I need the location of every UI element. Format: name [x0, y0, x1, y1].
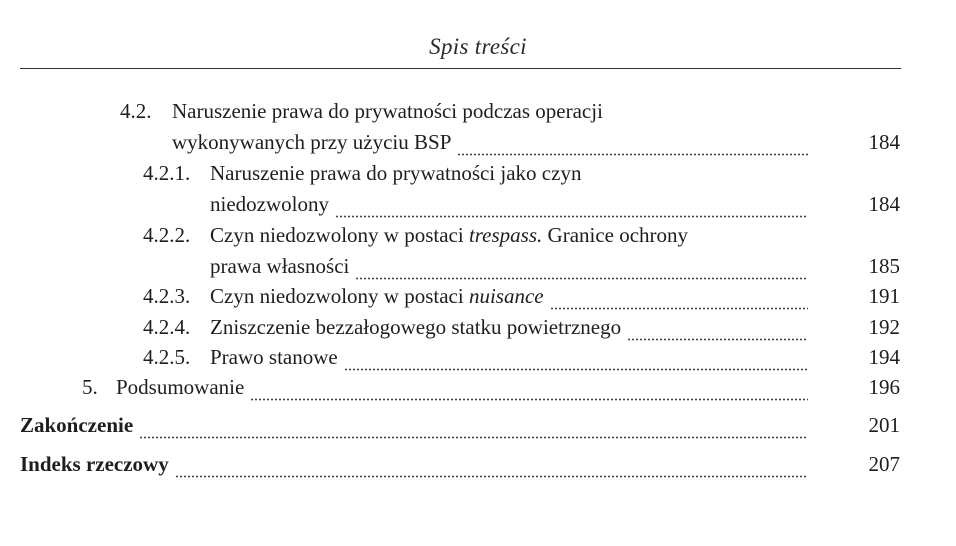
- leader-dots: [627, 322, 808, 341]
- toc-entry-page: 196: [868, 375, 900, 399]
- toc-entry-text: Indeks rzeczowy: [20, 452, 169, 476]
- toc-entry-text: Podsumowanie: [116, 375, 245, 399]
- toc-entry-page: 184: [868, 192, 900, 216]
- toc-entry-text: Naruszenie prawa do prywatności podczas operacji: [172, 99, 603, 123]
- header-rule: [20, 68, 901, 69]
- toc-entry-page: 192: [868, 315, 900, 339]
- leader-dots: [355, 261, 808, 280]
- toc-entry-indeks-rzeczowy: [0, 450, 956, 478]
- toc-entry-text: Naruszenie prawa do prywatności jako czyn: [210, 161, 582, 185]
- toc-entry-number: 4.2.: [120, 99, 152, 123]
- toc-entry-4-2-1-line-1: [0, 159, 956, 187]
- toc-entry-number: 4.2.2.: [143, 223, 191, 247]
- page-header-title: Spis treści: [429, 34, 527, 59]
- leader-dots: [335, 199, 808, 218]
- toc-entry-text: [210, 282, 544, 310]
- toc-entry-text-italic: trespass.: [468, 223, 543, 247]
- toc-entry-text: niedozwolony: [210, 192, 329, 216]
- toc-entry-text-part: Granice ochrony: [542, 223, 689, 247]
- leader-dots: [139, 420, 808, 439]
- toc-entry-page: 194: [868, 345, 900, 369]
- toc-entry-page: 207: [868, 452, 900, 476]
- toc-entry-text: Prawo stanowe: [210, 345, 338, 369]
- toc-entry-4-2-line-2: [0, 128, 956, 156]
- toc-entry-4-2-line-1: [0, 97, 956, 125]
- leader-dots: [344, 352, 808, 371]
- leader-dots: [550, 291, 808, 310]
- toc-entry-zakonczenie: [0, 411, 956, 439]
- toc-entry-text: Zakończenie: [20, 413, 134, 437]
- toc-entry-text-italic: nuisance: [468, 284, 544, 308]
- toc-entry-4-2-1-line-2: [0, 190, 956, 218]
- toc-entry-number: 4.2.3.: [143, 284, 191, 308]
- toc-entry-4-2-3: [0, 282, 956, 310]
- leader-dots: [175, 459, 808, 478]
- toc-entry-text-part: Czyn niedozwolony w postaci: [210, 284, 469, 308]
- toc-entry-4-2-2-line-1: [0, 221, 956, 249]
- toc-entry-number: 4.2.4.: [143, 315, 191, 339]
- toc-entry-text: wykonywanych przy użyciu BSP: [172, 130, 452, 154]
- toc-entry-number: 4.2.5.: [143, 345, 191, 369]
- toc-entry-4-2-2-line-2: [0, 252, 956, 280]
- leader-dots: [250, 382, 808, 401]
- toc-entry-page: 201: [868, 413, 900, 437]
- toc-entry-number: 5.: [82, 375, 98, 399]
- leader-dots: [457, 137, 808, 156]
- toc-entry-number: 4.2.1.: [143, 161, 191, 185]
- toc-entry-page: 184: [868, 130, 900, 154]
- toc-entry-text: Zniszczenie bezzałogowego statku powietrznego: [210, 315, 622, 339]
- toc-entry-text: [210, 221, 688, 249]
- toc-entry-page: 185: [868, 254, 900, 278]
- toc-entry-text-part: Czyn niedozwolony w postaci: [210, 223, 469, 247]
- toc-entry-page: 191: [868, 284, 900, 308]
- toc-entry-4-2-5: [0, 343, 956, 371]
- toc-entry-text: prawa własności: [210, 254, 350, 278]
- toc-entry-4-2-4: [0, 313, 956, 341]
- toc-entry-5: [0, 373, 956, 401]
